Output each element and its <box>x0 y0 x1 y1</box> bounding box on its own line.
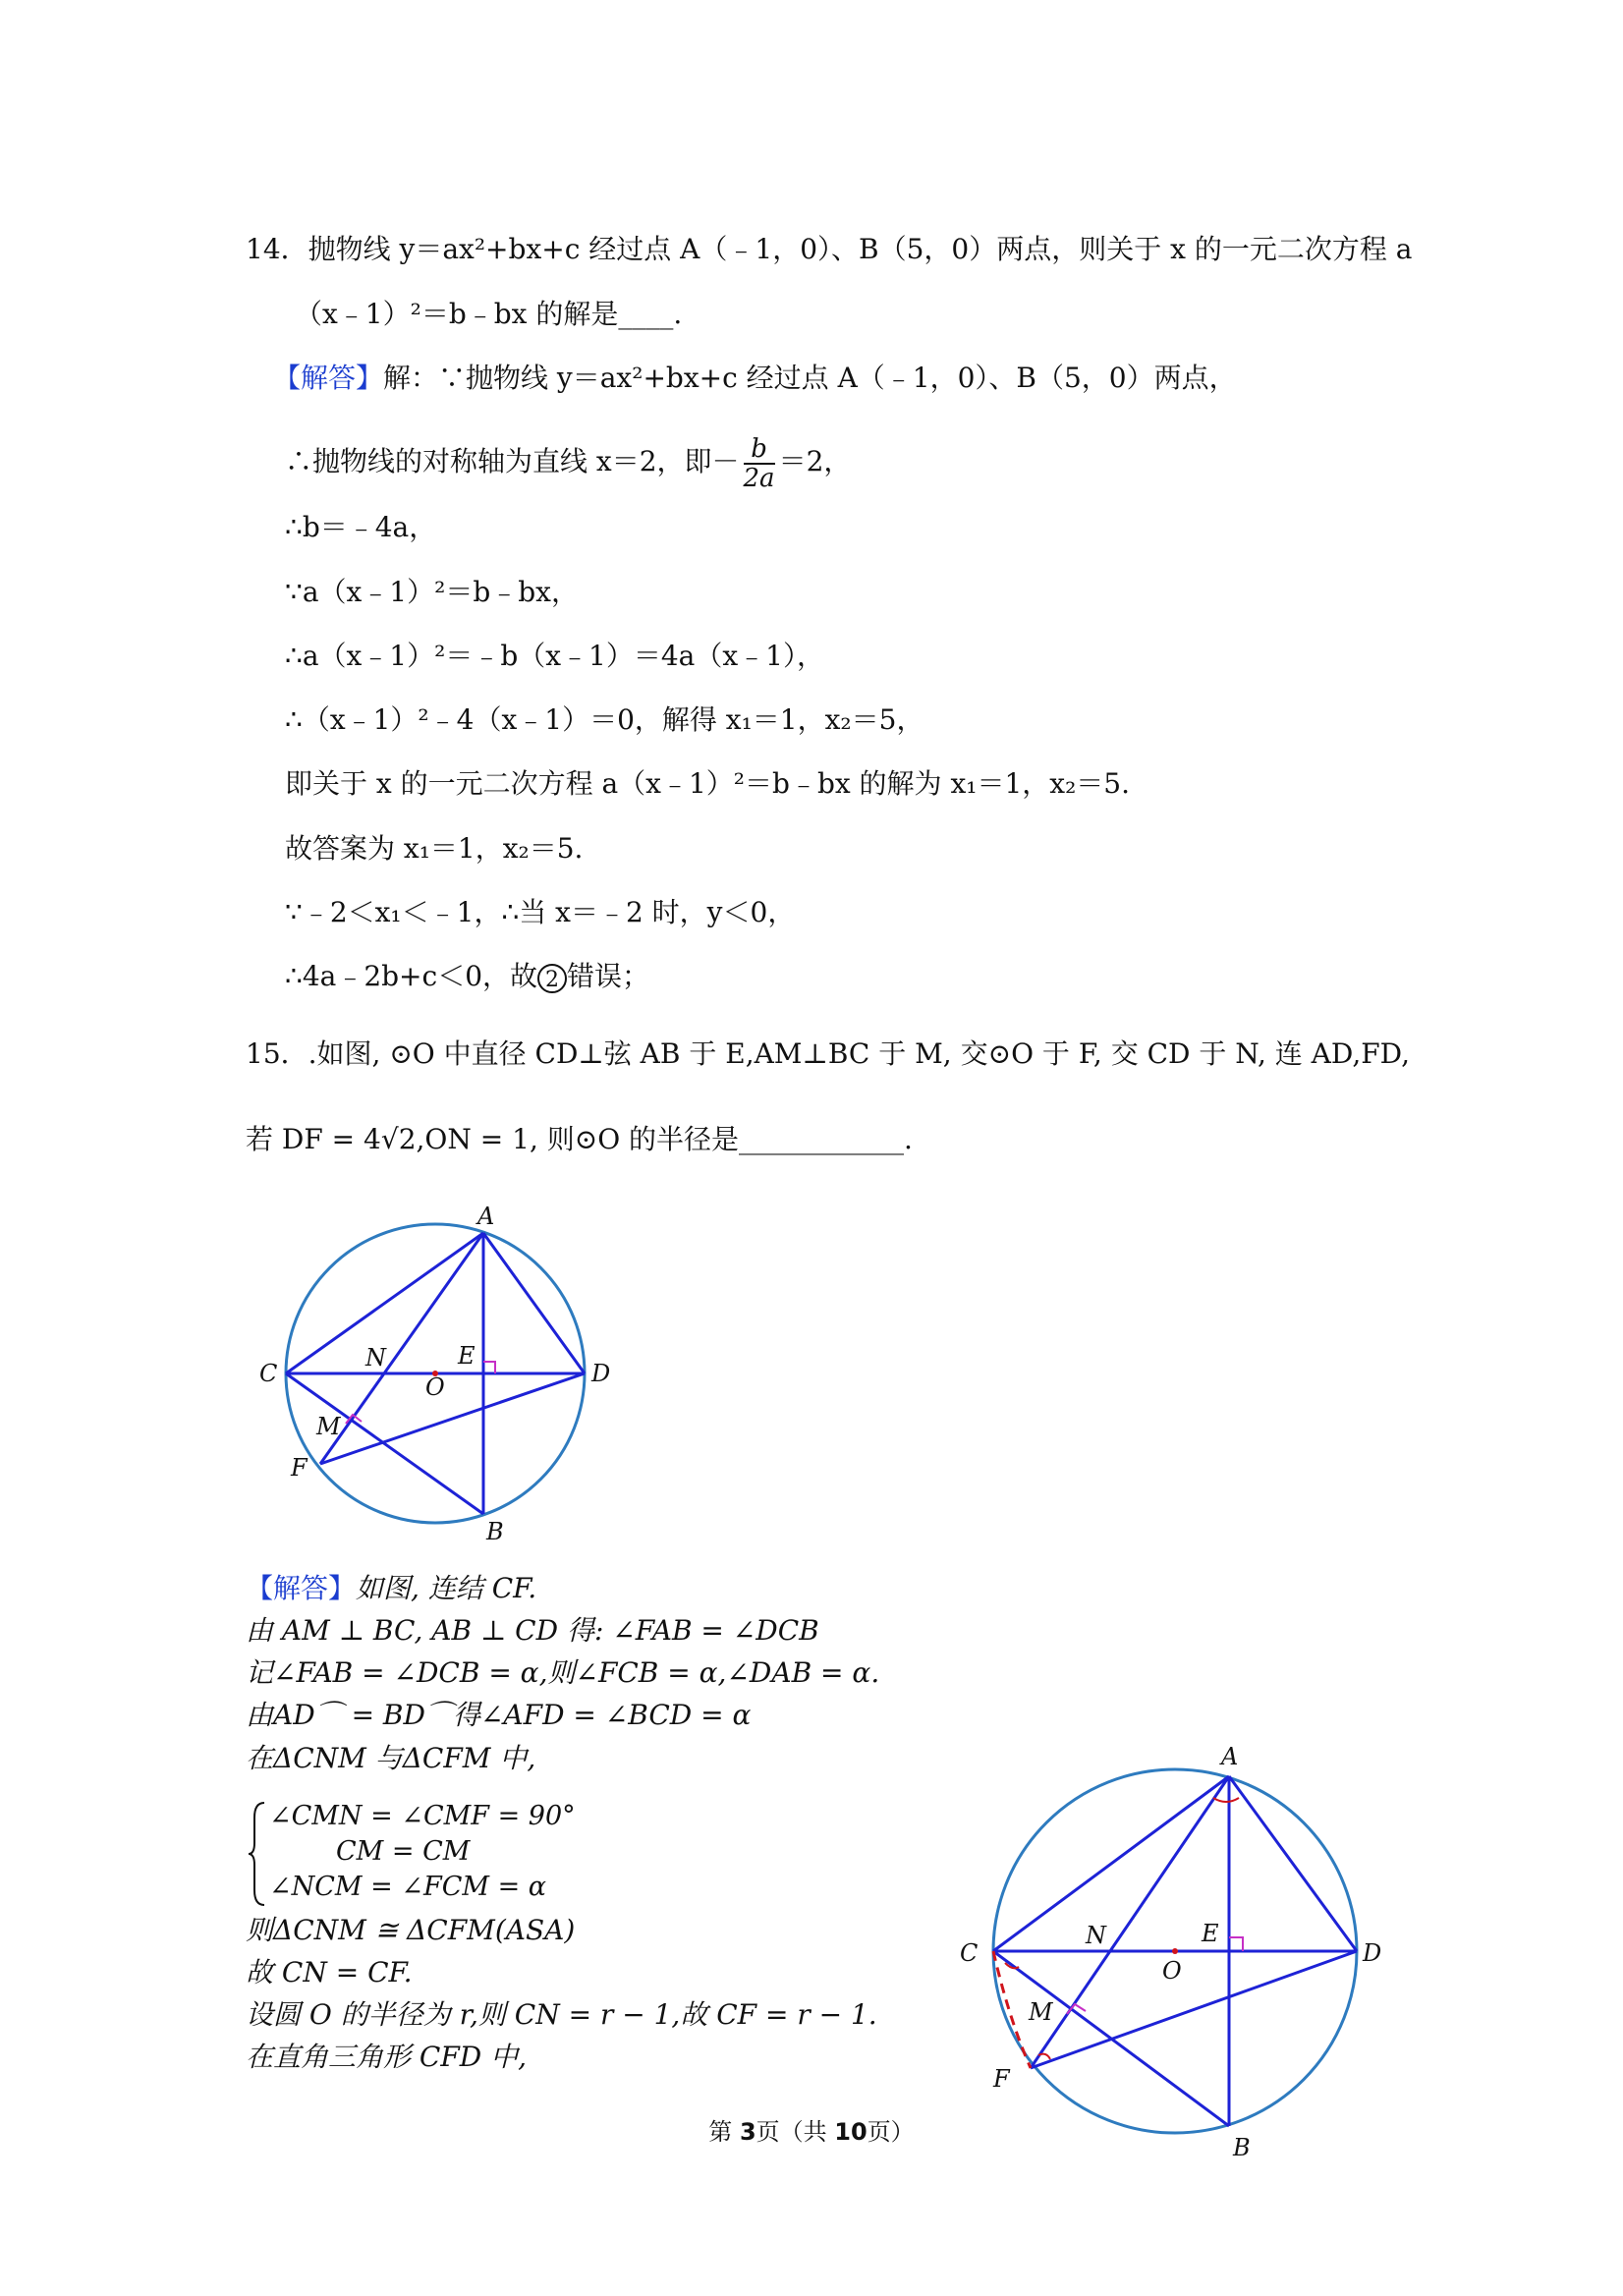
angle-arc-a <box>1213 1798 1239 1802</box>
left-brace-icon <box>248 1800 267 1908</box>
label-b-2: B <box>1233 2134 1251 2161</box>
right-angle-e <box>483 1362 495 1373</box>
figure-1-circle-diagram <box>246 1199 639 1552</box>
label-m: M <box>316 1413 341 1440</box>
label-d: D <box>591 1360 611 1387</box>
q14-answer-l10-post: 错误； <box>567 960 650 992</box>
footer-page-total: 10 <box>834 2118 867 2146</box>
line-af-2 <box>1031 1776 1229 2068</box>
q14-answer-line3: ∴b＝﹣4a， <box>285 511 437 543</box>
q15-answer-text1: 如图, 连结 CF. <box>356 1572 537 1604</box>
label-a-2: A <box>1221 1743 1239 1770</box>
label-n: N <box>365 1344 386 1372</box>
label-c: C <box>259 1360 278 1387</box>
q14-stem-line2: （x﹣1）²＝b﹣bx 的解是____. <box>295 298 683 330</box>
q15-answer-line1 <box>246 1572 536 1605</box>
line-fd-2 <box>1031 1951 1357 2068</box>
line-ad <box>483 1233 585 1373</box>
q14-answer-l2-post: ＝2， <box>778 445 852 477</box>
q14-answer-line7: 即关于 x 的一元二次方程 a（x﹣1）²＝b﹣bx 的解为 x₁＝1，x₂＝5. <box>285 767 1131 800</box>
q14-answer-line10 <box>285 960 649 993</box>
q14-answer-text1: 解：∵抛物线 y＝ax²+bx+c 经过点 A（﹣1，0）、B（5，0）两点， <box>383 362 1237 394</box>
label-d-2: D <box>1363 1939 1382 1967</box>
q15-answer-line2: 由 AM ⊥ BC, AB ⊥ CD 得: ∠FAB = ∠DCB <box>246 1614 819 1647</box>
label-m-2: M <box>1029 1998 1053 2026</box>
q15-answer-line3: 记∠FAB = ∠DCB = α,则∠FCB = α,∠DAB = α. <box>246 1656 880 1689</box>
footer-post: 页） <box>867 2118 915 2146</box>
system-line2: CM = CM <box>336 1836 471 1867</box>
angle-arc-f <box>1038 2054 1050 2059</box>
footer-mid: 页（共 <box>756 2118 835 2146</box>
fraction-denominator: 2a <box>743 463 775 493</box>
equation-system <box>248 1800 576 1908</box>
footer-page-number: 3 <box>739 2118 756 2146</box>
label-e-2: E <box>1202 1920 1219 1947</box>
q15-answer-line9: 在直角三角形 CFD 中, <box>246 2041 528 2073</box>
q15-answer-line6: 则ΔCNM ≅ ΔCFM(ASA) <box>246 1914 576 1946</box>
footer-pre: 第 <box>708 2118 740 2146</box>
q14-answer-tag: 【解答】 <box>273 362 384 394</box>
figure-2-circle-diagram <box>948 1739 1410 2171</box>
label-o-2: O <box>1162 1957 1182 1985</box>
q14-answer-line1 <box>273 362 1237 395</box>
q15-answer-line4: 由AD⌒ = BD⌒得∠AFD = ∠BCD = α <box>246 1699 752 1731</box>
q14-answer-line6: ∴（x﹣1）²﹣4（x﹣1）＝0，解得 x₁＝1，x₂＝5， <box>285 703 924 736</box>
page-footer <box>0 2112 1623 2147</box>
label-a: A <box>477 1203 495 1230</box>
q15-answer-line5: 在ΔCNM 与ΔCFM 中, <box>246 1742 536 1774</box>
q14-answer-line4: ∵a（x﹣1）²＝b﹣bx， <box>285 576 579 608</box>
center-dot-2 <box>1172 1948 1178 1954</box>
q14-answer-line5: ∴a（x﹣1）²＝﹣b（x﹣1）＝4a（x﹣1）， <box>285 640 824 672</box>
label-b: B <box>486 1518 504 1545</box>
q15-answer-line8: 设圆 O 的半径为 r,则 CN = r − 1,故 CF = r − 1. <box>246 1998 877 2031</box>
q14-answer-l10-pre: ∴4a﹣2b+c＜0，故 <box>285 960 538 992</box>
label-n-2: N <box>1086 1922 1106 1949</box>
q15-stem-line2: 若 DF = 4√2,ON = 1, 则⊙O 的半径是____________. <box>246 1123 913 1155</box>
q14-answer-line9: ∵﹣2＜x₁＜﹣1，∴当 x＝﹣2 时，y＜0， <box>285 896 796 928</box>
label-f-2: F <box>993 2065 1010 2093</box>
line-fd <box>320 1373 585 1464</box>
system-line3: ∠NCM = ∠FCM = α <box>269 1872 547 1902</box>
label-e: E <box>458 1342 476 1370</box>
right-angle-e-2 <box>1229 1937 1243 1951</box>
circled-number: 2 <box>537 964 567 993</box>
line-ad-2 <box>1229 1776 1357 1951</box>
q14-answer-line8: 故答案为 x₁＝1，x₂＝5. <box>285 832 584 865</box>
label-f: F <box>291 1454 308 1482</box>
q15-answer-tag: 【解答】 <box>246 1572 357 1604</box>
q15-stem-line1: 15．.如图, ⊙O 中直径 CD⊥弦 AB 于 E,AM⊥BC 于 M, 交⊙O 于 F, 交 CD 于 N, 连 AD,FD, <box>246 1037 1411 1070</box>
q14-answer-l2-pre: ∴抛物线的对称轴为直线 x＝2，即－ <box>285 445 740 477</box>
line-cb <box>286 1373 483 1514</box>
label-o: O <box>425 1373 445 1401</box>
line-ca-2 <box>993 1776 1229 1951</box>
label-c-2: C <box>960 1939 979 1967</box>
fraction-numerator: b <box>744 435 775 465</box>
q14-stem-line1: 14．抛物线 y＝ax²+bx+c 经过点 A（﹣1，0）、B（5，0）两点，则关于 x 的一元二次方程 a <box>246 233 1413 265</box>
fraction-b-over-2a <box>744 435 775 492</box>
system-line1: ∠CMN = ∠CMF = 90° <box>269 1801 576 1831</box>
q15-answer-line7: 故 CN = CF. <box>246 1956 413 1988</box>
q14-answer-line2 <box>285 432 851 492</box>
